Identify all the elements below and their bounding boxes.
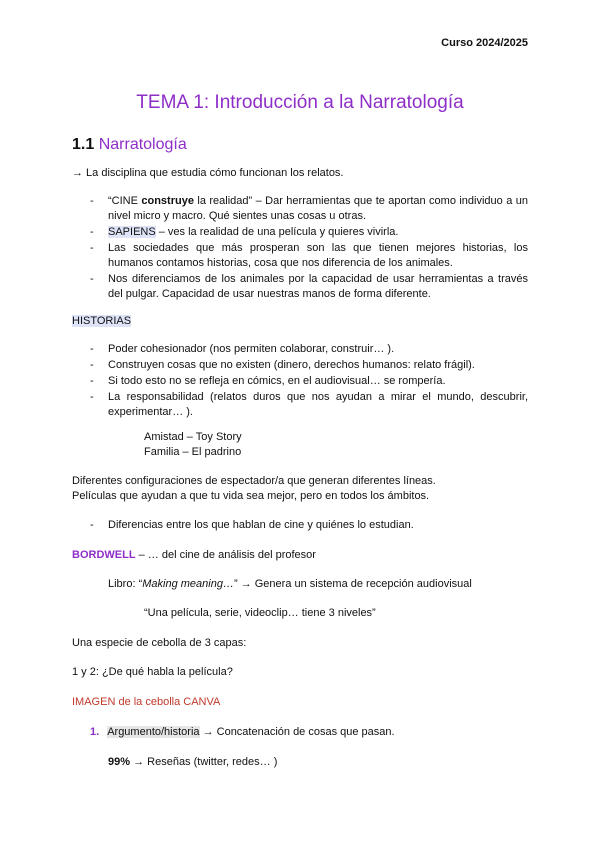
sapiens-highlight: SAPIENS — [108, 226, 156, 238]
list-item: - Nos diferenciamos de los animales por la capacidad de usar herramientas a través del pulgar. Capacidad de usar nuestras manos de forma diferente. — [90, 273, 528, 300]
question-line: 1 y 2: ¿De qué habla la película? — [72, 666, 233, 678]
libro-line: Libro: “Making meaning…” → Genera un sistema de recepción audiovisual — [108, 578, 472, 590]
resenas-line: 99% → Reseñas (twitter, redes… ) — [108, 756, 278, 768]
paragraph: Diferentes configuraciones de espectador/a que generan diferentes líneas. — [72, 475, 436, 487]
bordwell-line: BORDWELL – … del cine de análisis del profesor — [72, 549, 316, 561]
example-familia: Familia – El padrino — [144, 446, 242, 458]
item-number: 1. — [90, 726, 100, 738]
list-item: - Las sociedades que más prosperan son las que tienen mejores historias, los humanos contamos historias, cosa que nos diferencia de los animales. — [90, 242, 528, 269]
paragraph: Películas que ayudan a que tu vida sea mejor, pero en todos los ámbitos. — [72, 490, 430, 502]
paragraph: Una especie de cebolla de 3 capas: — [72, 637, 247, 649]
numbered-item: 1. Argumento/historia → Concatenación de cosas que pasan. — [90, 726, 395, 738]
list-item: - Diferencias entre los que hablan de cine y quiénes lo estudian. — [90, 519, 414, 531]
list-item: - SAPIENS – ves la realidad de una película y quieres vivirla. — [90, 226, 399, 238]
example-amistad: Amistad – Toy Story — [144, 431, 242, 443]
bullet-list-1 — [90, 194, 528, 303]
page-title: TEMA 1: Introducción a la Narratología — [136, 92, 464, 113]
image-placeholder-note: IMAGEN de la cebolla CANVA — [72, 696, 221, 708]
cine-list — [90, 518, 528, 534]
list-item: - “CINE construye la realidad” – Dar herramientas que te aportan como individuo a un nivel micro y macro. Qué sientes unas cosas u otras. — [90, 195, 528, 222]
list-item: - La responsabilidad (relatos duros que nos ayudan a mirar el mundo, descubrir, experimentar… ). — [90, 391, 528, 418]
section-number: 1.1 — [72, 136, 95, 153]
list-item: - Poder cohesionador (nos permiten colaborar, construir… ). — [90, 343, 395, 355]
course-label: Curso 2024/2025 — [441, 37, 528, 49]
quote-line: “Una película, serie, videoclip… tiene 3 niveles” — [144, 607, 376, 619]
list-item: - Si todo esto no se refleja en cómics, en el audiovisual… se rompería. — [90, 375, 446, 387]
historias-heading: HISTORIAS — [72, 315, 132, 327]
list-item: - Construyen cosas que no existen (dinero, derechos humanos: relato frágil). — [90, 359, 475, 371]
historias-list — [90, 342, 528, 421]
argumento-highlight: Argumento/historia — [107, 726, 200, 738]
section-heading — [72, 136, 187, 154]
section-title: Narratología — [98, 136, 187, 153]
intro-line: → La disciplina que estudia cómo funcionan los relatos. — [72, 167, 344, 179]
bordwell-name: BORDWELL — [72, 549, 136, 561]
